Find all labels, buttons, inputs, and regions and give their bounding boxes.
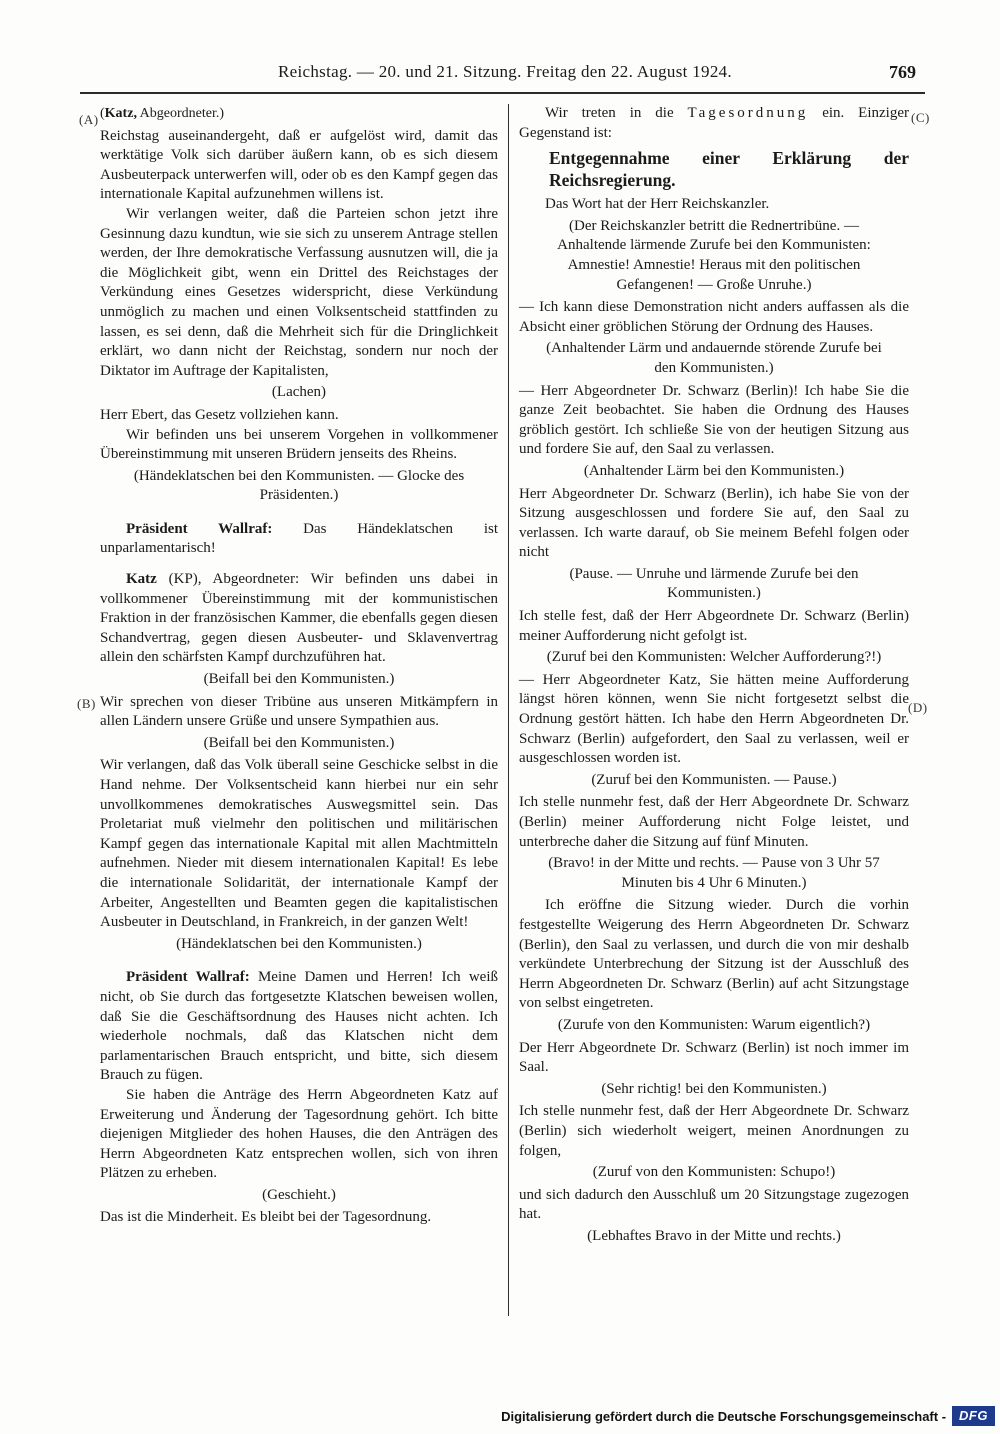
speech-paragraph: — Ich kann diese Demonstration nicht anders auffassen als die Absicht einer gröblichen Störung der Ordnung des Hauses. [519, 299, 909, 335]
column-divider [508, 104, 509, 1316]
stage-direction: (Beifall bei den Kommunisten.) [203, 671, 395, 688]
stage-direction: (Lachen) [271, 384, 327, 401]
dfg-logo: DFG [952, 1406, 995, 1426]
left-column [100, 104, 498, 1316]
stage-direction: (Zurufe von den Kommunisten: Warum eigentlich?) [557, 1016, 871, 1033]
speech-paragraph: Wir befinden uns bei unserem Vorgehen in vollkommener Übereinstimmung mit unseren Brüdern jenseits des Rheins. [100, 426, 498, 463]
footer-credit: Digitalisierung gefördert durch die Deutsche Forschungsgemeinschaft - [501, 1408, 947, 1424]
header-title: Reichstag. — 20. und 21. Sitzung. Freitag den 22. August 1924. [278, 62, 732, 81]
margin-mark-c: (C) [911, 110, 930, 125]
stage-direction: (Der Reichskanzler betritt die Rednertribüne. — Anhaltende lärmende Zurufe bei den Kommunisten: Amnestie! Amnestie! Heraus mit den politischen Gefangenen! — Große Unruhe.) [557, 217, 871, 293]
speech-paragraph: Der Herr Abgeordnete Dr. Schwarz (Berlin) ist noch immer im Saal. [519, 1039, 909, 1076]
right-column [519, 104, 909, 1316]
speech-paragraph: Das Wort hat der Herr Reichskanzler. [545, 196, 770, 213]
stage-direction: (Beifall bei den Kommunisten.) [203, 734, 395, 751]
stage-direction: (Händeklatschen bei den Kommunisten. — Glocke des Präsidenten.) [133, 467, 465, 504]
header-rule [80, 92, 925, 94]
speech-paragraph: — Herr Abgeordneter Katz, Sie hätten meine Aufforderung längst hören können, wenn Sie nicht fortgesetzt selbst die Ordnung gestört hätten. Ich habe den Herrn Abgeordneten Dr. Schwarz (Berlin) aufgefordert, den Saal zu verlassen, weil er ausgeschlossen worden ist. [519, 671, 909, 767]
stage-direction: (Zuruf bei den Kommunisten. — Pause.) [591, 771, 837, 788]
page-header [100, 62, 916, 86]
speech-paragraph: Ich stelle fest, daß der Herr Abgeordnete Dr. Schwarz (Berlin) meiner Aufforderung nicht gefolgt ist. [519, 608, 909, 644]
margin-mark-b: (B) [77, 696, 96, 711]
stage-direction: (Zuruf von den Kommunisten: Schupo!) [592, 1164, 836, 1181]
stage-direction: (Zuruf bei den Kommunisten: Welcher Aufforderung?!) [546, 649, 882, 666]
stage-direction: (Sehr richtig! bei den Kommunisten.) [601, 1080, 827, 1097]
speech-paragraph: Das ist die Minderheit. Es bleibt bei der Tagesordnung. [100, 1209, 432, 1226]
stage-direction: (Anhaltender Lärm bei den Kommunisten.) [583, 462, 845, 479]
digitization-footer [501, 1406, 995, 1426]
stage-direction: (Anhaltender Lärm und andauernde störende Zurufe bei den Kommunisten.) [546, 340, 882, 376]
speech-paragraph: Wir treten in die Tagesordnung ein. Einziger Gegenstand ist: [519, 105, 909, 141]
stage-direction: (Bravo! in der Mitte und rechts. — Pause von 3 Uhr 57 Minuten bis 4 Uhr 6 Minuten.) [548, 855, 880, 891]
page-content [100, 104, 910, 1316]
speaker-note: (Katz, Abgeordneter.) [100, 106, 225, 121]
speech-paragraph: Ich eröffne die Sitzung wieder. Durch die vorhin festgestellte Weigerung des Herrn Abgeordneten Dr. Schwarz (Berlin), den Saal zu verlassen, und durch die von mir deshalb verkündete Unterbrechung der Sitzung ist der Ausschluß des Herrn Abgeordneten Dr. Schwarz (Berlin) auf acht Sitzungstage von selbst eingetreten. [519, 897, 909, 1012]
speech-paragraph: Herr Abgeordneter Dr. Schwarz (Berlin), ich habe Sie von der Sitzung ausgeschlossen und fordere Sie auf, den Saal zu verlassen. Ich warte darauf, ob Sie meinem Befehl folgen oder nicht [519, 485, 909, 561]
speech-paragraph: Wir verlangen, daß das Volk überall seine Geschicke selbst in die Hand nehme. Der Volksentscheid kann hierbei nur ein sehr unvollkommenes demokratisches Auswegsmittel sein. Das Proletariat muß vielmehr den politischen und militärischen Kampf gegen das internationale Kapital mit allen Machtmitteln aufnehmen. Nieder mit diesem internationalen Kapital! Es lebe die internationale Solidarität, der internationale Kampf der Arbeiter, Angestellten und Beamten gegen die kapitalistischen Ausbeuter in Deutschland, in Frankreich, in der ganzen Welt! [100, 757, 498, 931]
speaker-name: Präsident Wallraf: [126, 520, 273, 537]
stage-direction: (Pause. — Unruhe und lärmende Zurufe bei den Kommunisten.) [569, 565, 859, 602]
speaker-name: Katz, [104, 106, 137, 121]
speaker-name: Entgegennahme einer Erklärung der Reichsregierung. [549, 148, 909, 191]
speech-paragraph: — Herr Abgeordneter Dr. Schwarz (Berlin)! Ich habe Sie die ganze Zeit beobachtet. Sie haben die Ordnung des Hauses gröblich gestört. Ich schließe Sie von der heutigen Sitzung aus und fordere Sie auf, den Saal zu verlassen. [519, 382, 909, 458]
speech-paragraph: und sich dadurch den Ausschluß um 20 Sitzungstage zugezogen hat. [519, 1186, 909, 1223]
agenda-heading [549, 147, 909, 191]
speech-paragraph: Reichstag auseinandergeht, daß er aufgelöst wird, damit das werktätige Volk sich darüber äußern kann, ob es sich diesem Ausbeuterpack unterwerfen will, oder ob es den Kampf gegen das internationale Kapital aufzunehmen willens ist. [100, 127, 498, 203]
speech-paragraph: Präsident Wallraf: Das Händeklatschen ist unparlamentarisch! [100, 520, 499, 557]
stage-direction: (Lebhaftes Bravo in der Mitte und rechts.) [587, 1227, 841, 1244]
speech-paragraph: Ich stelle nunmehr fest, daß der Herr Abgeordnete Dr. Schwarz (Berlin) meiner Aufforderung nicht Folge leistet, und unterbreche daher die Sitzung auf fünf Minuten. [519, 794, 909, 850]
speaker-name: Katz [126, 571, 157, 588]
speaker-name: Präsident Wallraf: [126, 969, 250, 986]
page-number: 769 [889, 62, 916, 82]
speech-paragraph: Herr Ebert, das Gesetz vollziehen kann. [100, 406, 339, 423]
stage-direction: (Händeklatschen bei den Kommunisten.) [176, 935, 422, 952]
speech-paragraph: Sie haben die Anträge des Herrn Abgeordneten Katz auf Erweiterung und Änderung der Tagesordnung gehört. Ich bitte diejenigen Mitglieder des hohen Hauses, die den Anträgen des Herrn Abgeordneten Katz entsprechen wollen, sich von ihren Plätzen zu erheben. [100, 1086, 498, 1182]
speech-paragraph: Wir sprechen von dieser Tribüne aus unseren Mitkämpfern in allen Ländern unsere Grüße und unsere Sympathien aus. [100, 693, 498, 730]
speech-paragraph: Katz (KP), Abgeordneter: Wir befinden uns dabei in vollkommener Übereinstimmung mit der kommunistischen Fraktion in der französischen Kammer, die ebenfalls gegen diesen Schandvertrag, gegen diesen Ausbeuter- und Sklavenvertrag allein den schärfsten Kampf durchzuführen hat. [100, 571, 498, 666]
speech-paragraph: Wir verlangen weiter, daß die Parteien schon jetzt ihre Gesinnung dazu kundtun, wie sie sich zu unserem Antrage stellen werden, der Ihre demokratische Verfassung ausnutzen will, die ja die Möglichkeit gibt, wenn ein Drittel des Reichstages der Verkündung eines Gesetzes widerspricht, diese Verkündung unmöglich zu machen und einen Volksentscheid stattfinden zu lassen, es sei denn, daß die Mehrheit sich für die Dringlichkeit erklärt, wo dann nicht der Reichstag, sondern nur noch der Diktator im Auftrage der Kapitalisten, [100, 205, 498, 379]
speech-paragraph: Ich stelle nunmehr fest, daß der Herr Abgeordnete Dr. Schwarz (Berlin) sich wiederholt weigert, meinen Anordnungen zu folgen, [519, 1103, 909, 1159]
speech-paragraph: Präsident Wallraf: Meine Damen und Herren! Ich weiß nicht, ob Sie durch das fortgesetzte Klatschen beweisen wollen, daß Sie die Geschäftsordnung des Hauses nicht achten. Ich wiederhole nochmals, daß das Klatschen nicht dem parlamentarischen Brauch entspricht, und bitte, sich diesem Brauch zu fügen. [100, 969, 498, 1084]
stage-direction: (Geschieht.) [262, 1186, 336, 1203]
margin-mark-a: (A) [79, 112, 99, 127]
margin-mark-d: (D) [908, 700, 928, 715]
